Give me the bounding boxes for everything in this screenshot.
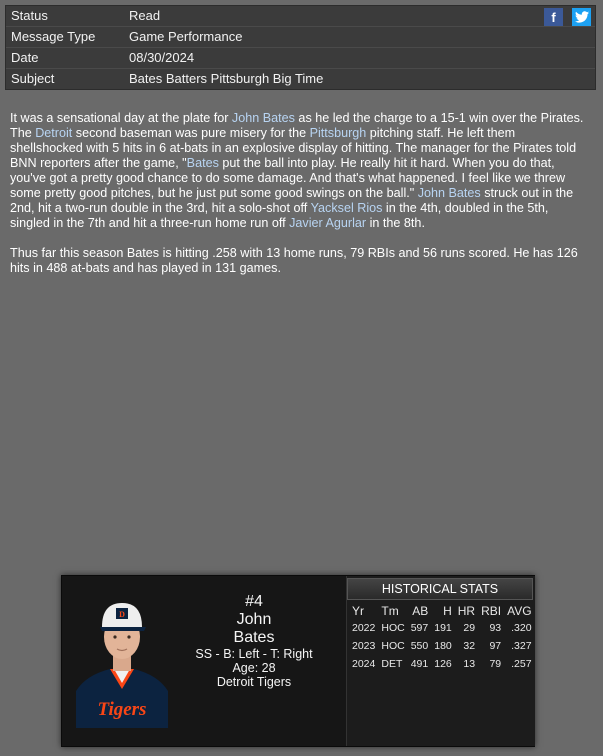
historical-stats-panel bbox=[346, 576, 535, 746]
stats-row bbox=[349, 619, 535, 637]
stats-cell: .327 bbox=[511, 640, 532, 652]
player-panel bbox=[62, 576, 344, 746]
status-value: Read bbox=[129, 8, 161, 23]
player-card bbox=[61, 575, 535, 747]
player-positions: SS - B: Left - T: Right bbox=[195, 647, 313, 661]
article-link[interactable]: John Bates bbox=[231, 111, 295, 125]
article-link[interactable]: John Bates bbox=[417, 186, 481, 200]
subject-value: Bates Batters Pittsburgh Big Time bbox=[129, 71, 324, 86]
player-team[interactable]: Detroit Tigers bbox=[216, 675, 292, 689]
status-row bbox=[6, 6, 595, 26]
stats-row bbox=[349, 637, 535, 655]
stats-column-header: AVG bbox=[507, 604, 532, 618]
jersey-wordmark: Tigers bbox=[97, 699, 147, 720]
article-text: pitching staff. He left them shellshocked with 5 hits in 6 at-bats in an explosive display of hitting. The manager for the Pirates told BNN reporters after the game, " bbox=[10, 126, 577, 170]
message-type-row bbox=[6, 27, 595, 47]
stats-column-header: Tm bbox=[381, 604, 399, 618]
stats-cell: 2023 bbox=[352, 640, 376, 652]
stats-column-header: AB bbox=[412, 604, 429, 618]
stats-column-header: RBI bbox=[481, 604, 502, 618]
message-type-value: Game Performance bbox=[129, 29, 243, 44]
stats-cell: HOC bbox=[381, 640, 405, 652]
article-link[interactable]: Javier Agurlar bbox=[289, 216, 367, 230]
stats-column-header: Yr bbox=[352, 604, 364, 618]
stats-column-header: HR bbox=[457, 604, 476, 618]
svg-text:D: D bbox=[119, 610, 125, 619]
stats-cell: 97 bbox=[489, 640, 502, 652]
player-number: #4 bbox=[245, 593, 263, 610]
stats-cell: 126 bbox=[434, 658, 452, 670]
stats-row bbox=[349, 655, 535, 673]
article-text: put the ball into play. He really hit it hard. When you do that, you've got a pretty good chance to do some damage. And that's what happened. I feel like we threw some pretty good pitches, but he just put some good swings on the ball." bbox=[10, 156, 566, 200]
subject-row bbox=[6, 69, 595, 89]
player-photo bbox=[76, 593, 168, 728]
stats-cell: 79 bbox=[489, 658, 502, 670]
date-label: Date bbox=[11, 50, 39, 65]
stats-cell: .320 bbox=[511, 622, 532, 634]
article-link[interactable]: Detroit bbox=[35, 126, 73, 140]
stats-cell: 491 bbox=[410, 658, 429, 670]
stats-cell: 191 bbox=[434, 622, 452, 634]
historical-stats-table bbox=[349, 603, 535, 673]
article-text: in the 4th, doubled in the 5th, singled in the 7th and hit a three-run home run off bbox=[10, 201, 549, 230]
status-label: Status bbox=[11, 8, 48, 23]
stats-cell: DET bbox=[381, 658, 403, 670]
player-first-name[interactable]: John bbox=[236, 611, 272, 628]
subject-label: Subject bbox=[11, 71, 55, 86]
player-age: Age: 28 bbox=[232, 661, 276, 675]
stats-cell: 2022 bbox=[352, 622, 376, 634]
article-link[interactable]: Yacksel Rios bbox=[310, 201, 383, 215]
stats-column-header: H bbox=[443, 604, 452, 618]
stats-cell: 180 bbox=[434, 640, 452, 652]
stats-header-row bbox=[349, 603, 535, 619]
date-value: 08/30/2024 bbox=[129, 50, 195, 65]
stats-cell: .257 bbox=[511, 658, 532, 670]
stats-cell: 29 bbox=[463, 622, 476, 634]
article-text: It was a sensational day at the plate for bbox=[10, 111, 232, 125]
twitter-share-icon[interactable] bbox=[572, 8, 591, 26]
message-header bbox=[5, 5, 596, 90]
stats-cell: 93 bbox=[489, 622, 502, 634]
stats-cell: 32 bbox=[463, 640, 476, 652]
stats-cell: HOC bbox=[381, 622, 405, 634]
stats-cell: 550 bbox=[410, 640, 429, 652]
player-last-name[interactable]: Bates bbox=[233, 629, 275, 646]
twitter-bird-icon bbox=[575, 11, 589, 23]
stats-cell: 597 bbox=[410, 622, 429, 634]
facebook-share-icon[interactable]: f bbox=[544, 8, 563, 26]
message-type-label: Message Type bbox=[11, 29, 96, 44]
article-paragraph-2: Thus far this season Bates is hitting .258 with 13 home runs, 79 RBIs and 56 runs scored. He has 126 hits in 488 at-bats and has played in 131 games. bbox=[10, 246, 578, 275]
stats-cell: 13 bbox=[463, 658, 476, 670]
article-paragraph-1 bbox=[10, 111, 588, 231]
historical-stats-title: HISTORICAL STATS bbox=[347, 578, 533, 600]
article-text: struck out in the 2nd, hit a two-run double in the 3rd, hit a solo-shot off bbox=[10, 186, 574, 215]
article-link[interactable]: Bates bbox=[186, 156, 219, 170]
stats-cell: 2024 bbox=[352, 658, 376, 670]
article-link[interactable]: Pittsburgh bbox=[309, 126, 367, 140]
article-body bbox=[10, 111, 588, 291]
article-text: in the 8th. bbox=[366, 216, 425, 230]
article-text: second baseman was pure misery for the bbox=[72, 126, 310, 140]
date-row bbox=[6, 48, 595, 68]
article-text: as he led the charge to a 15-1 win over the Pirates. The bbox=[10, 111, 584, 140]
player-info bbox=[176, 593, 332, 689]
